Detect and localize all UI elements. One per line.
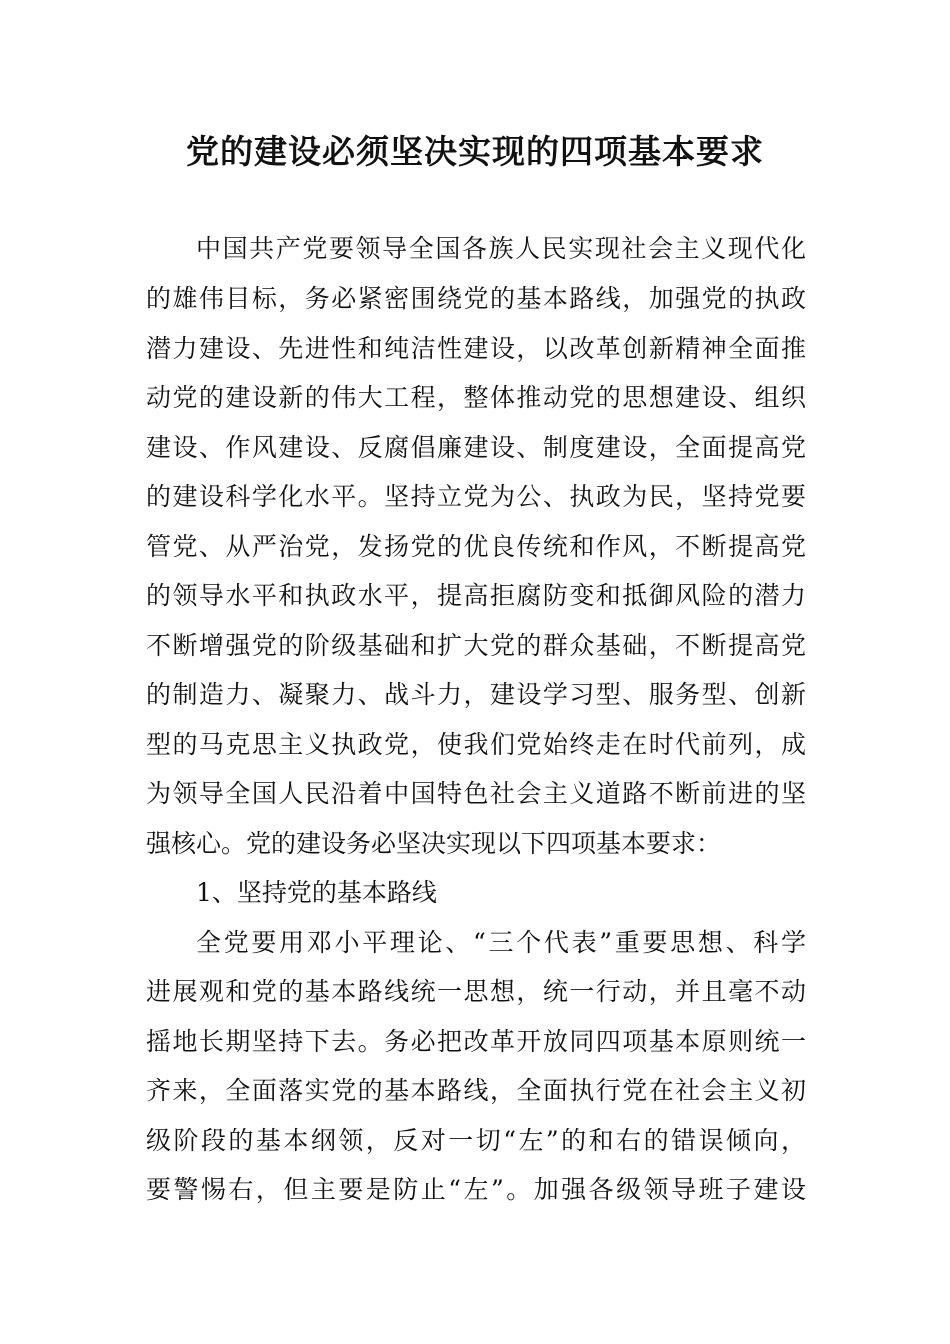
paragraph-line: 全党要用邓小平理论、“三个代表”重要思想、科学: [196, 928, 806, 957]
paragraph-line: 的领导水平和执政水平，提高拒腐防变和抵御风险的潜力: [146, 581, 806, 610]
paragraph-line: 的制造力、凝聚力、战斗力，建设学习型、服务型、创新: [146, 680, 806, 709]
paragraph-line: 齐来，全面落实党的基本路线，全面执行党在社会主义初: [146, 1076, 806, 1105]
paragraph-line: 不断增强党的阶级基础和扩大党的群众基础，不断提高党: [146, 631, 806, 660]
paragraph-line: 潜力建设、先进性和纯洁性建设，以改革创新精神全面推: [146, 334, 806, 363]
paragraph-line: 级阶段的基本纲领，反对一切“左”的和右的错误倾向，: [146, 1126, 806, 1155]
paragraph-line: 为领导全国人民沿着中国特色社会主义道路不断前进的坚: [146, 779, 806, 808]
paragraph-line: 要警惕右，但主要是防止“左”。加强各级领导班子建设: [146, 1175, 806, 1204]
paragraph-line: 型的马克思主义执政党，使我们党始终走在时代前列，成: [146, 730, 806, 759]
paragraph-line: 的雄伟目标，务必紧密围绕党的基本路线，加强党的执政: [146, 284, 806, 313]
paragraph-line: 管党、从严治党，发扬党的优良传统和作风，不断提高党: [146, 532, 806, 561]
paragraph-line: 动党的建设新的伟大工程，整体推动党的思想建设、组织: [146, 383, 806, 412]
paragraph-line: 建设、作风建设、反腐倡廉建设、制度建设，全面提高党: [146, 433, 806, 462]
paragraph-line: 摇地长期坚持下去。务必把改革开放同四项基本原则统一: [146, 1027, 806, 1056]
paragraph-line: 中国共产党要领导全国各族人民实现社会主义现代化: [196, 234, 806, 263]
paragraph-line: 的建设科学化水平。坚持立党为公、执政为民，坚持党要: [146, 482, 806, 511]
section-heading: 1、坚持党的基本路线: [196, 878, 437, 907]
document-title: 党的建设必须坚决实现的四项基本要求: [186, 132, 764, 171]
paragraph-line: 进展观和党的基本路线统一思想，统一行动，并且毫不动: [146, 977, 806, 1006]
paragraph-line: 强核心。党的建设务必坚决实现以下四项基本要求：: [146, 829, 722, 858]
